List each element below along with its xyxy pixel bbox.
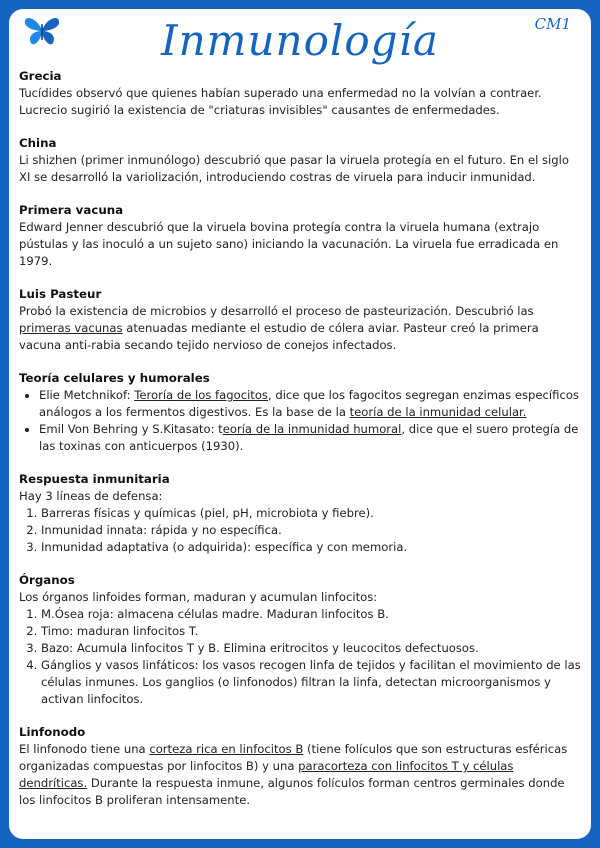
- corner-label: CM1: [534, 15, 571, 33]
- underlined-term: Teroría de los fagocitos: [134, 388, 268, 402]
- section-heading: Primera vacuna: [19, 203, 124, 217]
- section-intro: Hay 3 líneas de defensa:: [19, 489, 163, 503]
- section-organos: [19, 572, 583, 708]
- list-item: 3. Bazo: Acumula linfocitos T y B. Elimina eritrocitos y leucocitos defectuosos.: [41, 640, 583, 657]
- page-card: [9, 9, 591, 839]
- list-item: 1. M.Ósea roja: almacena células madre. Maduran linfocitos B.: [41, 606, 583, 623]
- section-text: [19, 741, 583, 809]
- section-respuesta: [19, 471, 583, 556]
- section-heading: Teoría celulares y humorales: [19, 371, 210, 385]
- underlined-term: eoría de la inmunidad humoral: [222, 422, 402, 436]
- section-text: [19, 303, 583, 354]
- section-grecia: [19, 68, 583, 119]
- section-china: [19, 135, 583, 186]
- list-item: 4. Gánglios y vasos linfáticos: los vasos recogen linfa de tejidos y facilitan el movimiento de las células inmunes. Los ganglios (o linfonodos) filtran la linfa, detectan microorganismos y activan linfocitos.: [41, 657, 583, 708]
- section-heading: Linfonodo: [19, 725, 86, 739]
- section-teorias: [19, 370, 583, 455]
- section-text: Edward Jenner descubrió que la viruela bovina protegía contra la viruela humana (extrajo pústulas y las inoculó a un sujeto sano) iniciando la vacunación. La viruela fue erradicada en 1979.: [19, 220, 559, 268]
- content: [19, 68, 583, 825]
- section-text: Tucídides observó que quienes habían superado una enfermedad no la volvían a contraer. Lucrecio sugirió la existencia de "criaturas invisibles" causantes de enfermedades.: [19, 86, 542, 117]
- numbered-list: [19, 505, 583, 556]
- text-run: , dice que el suero protegía de las toxinas con anticuerpos (1930).: [39, 422, 579, 453]
- text-run: El linfonodo tiene una: [19, 742, 150, 756]
- text-run: , dice que los fagocitos segregan enzimas específicos análogos a los fermentos digestivos. Es la base de la: [39, 388, 579, 419]
- list-item: 2. Inmunidad innata: rápida y no específica.: [41, 522, 583, 539]
- text-run: Durante la respuesta inmune, algunos folículos forman centros germinales donde los linfocitos B proliferan intensamente.: [19, 776, 565, 807]
- section-heading: Órganos: [19, 573, 75, 587]
- text-run: atenuadas mediante el estudio de cólera aviar. Pasteur creó la primera vacuna anti-rabia secando tejido nervioso de conejos infectados.: [19, 321, 539, 352]
- section-primera-vacuna: [19, 202, 583, 270]
- text-run: Emil Von Behring y S.Kitasato: t: [39, 422, 223, 436]
- bullet-list: [19, 387, 583, 455]
- underlined-term: teoría de la inmunidad celular.: [349, 405, 527, 419]
- text-run: (tiene folículos que son estructuras esféricas organizadas compuestas por linfocitos B) y una: [19, 742, 568, 773]
- page-title: Inmunología: [161, 16, 439, 65]
- section-heading: Grecia: [19, 69, 62, 83]
- list-item: 3. Inmunidad adaptativa (o adquirida): específica y con memoria.: [41, 539, 583, 556]
- section-intro: Los órganos linfoides forman, maduran y acumulan linfocitos:: [19, 590, 378, 604]
- underlined-term: primeras vacunas: [19, 321, 123, 335]
- section-pasteur: [19, 286, 583, 354]
- section-heading: China: [19, 136, 57, 150]
- section-text: Li shizhen (primer inmunólogo) descubrió que pasar la viruela protegía en el futuro. En el siglo XI se desarrolló la variolización, introduciendo costras de viruela para inducir inmunidad.: [19, 153, 569, 184]
- list-item: [39, 421, 583, 455]
- text-run: Probó la existencia de microbios y desarrolló el proceso de pasteurización. Descubrió las: [19, 304, 534, 318]
- numbered-list: [19, 606, 583, 708]
- section-heading: Luis Pasteur: [19, 287, 102, 301]
- section-heading: Respuesta inmunitaria: [19, 472, 170, 486]
- list-item: 2. Timo: maduran linfocitos T.: [41, 623, 583, 640]
- section-linfonodo: [19, 724, 583, 809]
- underlined-term: corteza rica en linfocitos B: [149, 742, 304, 756]
- underlined-term: paracorteza con linfocitos T y células dendríticas.: [19, 759, 514, 790]
- list-item: [39, 387, 583, 421]
- text-run: Elie Metchnikof:: [39, 388, 135, 402]
- list-item: 1. Barreras físicas y químicas (piel, pH, microbiota y fiebre).: [41, 505, 583, 522]
